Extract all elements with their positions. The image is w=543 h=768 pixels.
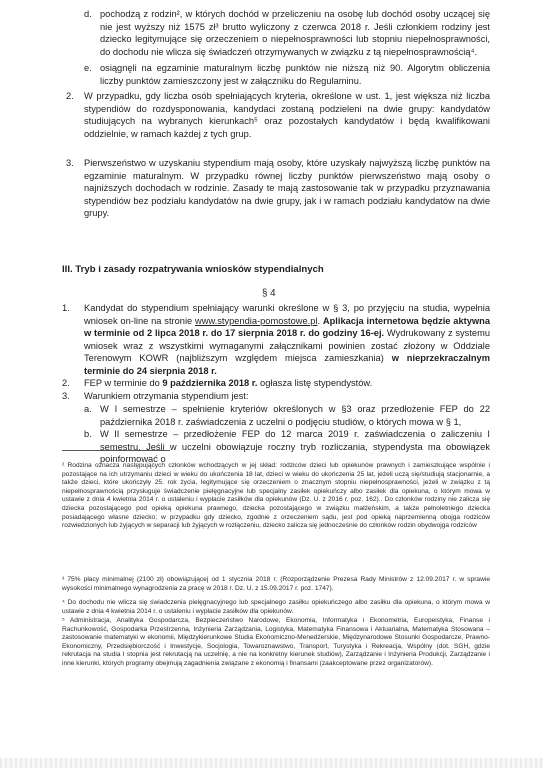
footnote-2: ² Rodzina oznacza następujących członków wchodzących w jej skład: rodziców dzieci lub opiekunów prawnych i zamieszkujące wspólnie i pozostające na ich utrzymaniu dzieci w wieku do ukończenia 18 lat, dzieci w wieku do ukończenia 25 lat, jeżeli uczą się/studiują stacjonarnie, a także dzieci, które ukończyły 25. rok życia, legitymujące się orzeczeniem o znacznym stopniu niepełnosprawności, jeżeli w związku z tą niepełnosprawnością przysługuje świadczenie pielęgnacyjne lub specjalny zasiłek opiekuńczy albo zasiłek dla opiekuna, o którym mowa w ustawie z dnia 4 kwietnia 2014 r. o ustaleniu i wypłacie zasiłków dla opiekunów (Dz. U. z 2016 r. poz. 162).. Do członków rodziny nie zalicza się dziecka pozostającego pod opieką opiekuna prawnego, dziecka pozostającego w związku małżeńskim, a także pełnoletniego dziecka posiadającego własne dziecko; w przypadku gdy dziecko, zgodnie z orzeczeniem sądu, jest pod opieką naprzemienną obojga rodziców rozwiedzionych lub żyjących w separacji lub żyjących w rozłączeniu, dziecko zalicza się jednocześnie do członków rodzin obydwojga rodziców [62,462,490,530]
point-text: Warunkiem otrzymania stypendium jest: [84,391,249,401]
website-link[interactable]: www.stypendia-pomostowe.pl [195,315,318,326]
list-item-text: osiągnęli na egzaminie maturalnym liczbę punktów nie niższą niż 90. Algorytm obliczenia liczby punktów zamieszczony jest w załączniku do Regulaminu. [100,63,490,86]
text-run: Wydrukowany z systemu wniosek wraz z wszystkimi wymaganymi załącznikami powinien zostać złożony w Oddziale Terenowym KOWR (najbliższym względem miejsca zamieszkania) [84,328,490,363]
footnote-5: ⁵ Administracja, Analityka Gospodarcza, Bezpieczeństwo Narodowe, Ekonomia, Informatyka i Ekonometria, Europeistyka, Finanse i Rachunkowość, Gospodarka Przestrzenna, Inżynieria Zarządzania, Logistyka, Matematyka Finansowa i Aktuarialna, Matematyka Stosowana – zastosowanie matematyki w ekonomii, Międzykierunkowe Studia Ekonomiczno-Menedżerskie, Międzynarodowe Stosunki Gospodarcze, Prawno-Ekonomiczny, Przedsiębiorczość i Inwestycje, Socjologia, Towaroznawstwo, Transport, Turystyka i Rekreacja, Wspólny (dot. SGH, gdzie rekrutacja na studia I stopnia jest rekrutacją na uczelnię, a nie na konkretny kierunek studiów), Zarządzanie i Inżynieria Produkcji, Zarządzanie i inne kierunki, których programy obejmują zagadnienia związane z ekonomią i finansami (zaakceptowane przez organizatorów). [62,617,490,667]
scan-edge [0,758,543,768]
paragraph-text: W przypadku, gdy liczba osób spełniających kryteria, określone w ust. 1, jest większa niż liczba stypendiów do rozdysponowania, kandydaci zostaną podzieleni na dwie grupy: kandydatów studiujących na wybranych kierunkach⁵ oraz pozostałych kandydatów i będą kwalifikowani oddzielnie, w ramach każdej z tych grup. [84,91,490,139]
footnote-separator [62,450,170,451]
list-marker: b. [84,429,92,439]
sub-item-text: W I semestrze – spełnienie kryteriów określonych w §3 oraz przedłożenie FEP do 22 października 2018 r. zaświadczenia z uczelni o podjęciu studiów, o których mowa w § 1, [100,404,490,427]
paragraph-text: Pierwszeństwo w uzyskaniu stypendium mają osoby, które uzyskały najwyższą liczbę punktów na egzaminie maturalnym. W przypadku równej liczby punktów pierwszeństwo mają osoby o najniższych dochodach w rodzinie. Zasady te mają zastosowanie tak w przypadku przyznawania stypendiów bez podziału kandydatów na dwie grupy, jak i w ramach podziału kandydatów na dwie grupy. [84,158,490,218]
footnote-3: ³ 75% płacy minimalnej (2100 zł) obowiązującej od 1 stycznia 2018 r. (Rozporządzenie Prezesa Rady Ministrów z 12.09.2017 r. w sprawie wysokości minimalnego wynagrodzenia za pracę w 2018 r. Dz. U. z 15.09.2017 r. poz. 1747). [62,576,490,592]
text-run: ogłasza listę stypendystów. [257,378,373,388]
list-item-text: pochodzą z rodzin², w których dochód w przeliczeniu na osobę lub dochód osoby uczącej się nie jest wyższy niż 1575 zł³ brutto wyliczony z czerwca 2018 r. Jeśli członkiem rodziny jest dziecko legitymujące się orzeczeniem o niepełnosprawności lub stopniu niepełnosprawności, do dochodu nie wlicza się świadczeń otrzymywanych w związku z tą niepełnosprawnością⁴. [100,9,490,57]
list-marker: d. [84,9,92,19]
list-marker: 3. [66,158,74,168]
list-marker: a. [84,404,92,414]
list-marker: 2. [62,378,70,388]
list-marker: 2. [66,91,74,101]
list-marker: e. [84,63,92,73]
sub-item-text: W II semestrze – przedłożenie FEP do 12 marca 2019 r. zaświadczenia o zaliczeniu I semestru. Jeśli w uczelni obowiązuje roczny tryb rozliczania, stypendysta ma obowiązek poinformować o [100,429,490,464]
bold-run: 9 października 2018 r. [162,378,258,388]
bold-run: w nieprzekraczalnym terminie do 24 sierpnia 2018 r. [84,353,490,376]
section-mark: § 4 [262,288,276,299]
text-run: FEP w terminie do [84,378,163,388]
list-marker: 3. [62,391,70,401]
bold-run: Aplikacja internetowa będzie aktywna w terminie od 2 lipca 2018 r. do 17 sierpnia 2018 r. do godziny 16-ej. [84,315,490,338]
text-run: Kandydat do stypendium spełniający warunki określone w § 3, po przyjęciu na studia, wypełnia wniosek on-line na stronie [84,303,490,326]
section-heading: III. Tryb i zasady rozpatrywania wniosków stypendialnych [62,264,324,275]
footnote-4: ⁴ Do dochodu nie wlicza się świadczenia pielęgnacyjnego lub specjalnego zasiłku opiekuńczego albo zasiłku dla opiekuna, o którym mowa w ustawie z dnia 4 kwietnia 2014 r. o ustaleniu i wypłacie zasiłków dla opiekunów. [62,599,490,615]
point-text [84,302,490,377]
text-run: . [317,315,323,326]
list-marker: 1. [62,303,70,313]
point-text [84,377,490,390]
